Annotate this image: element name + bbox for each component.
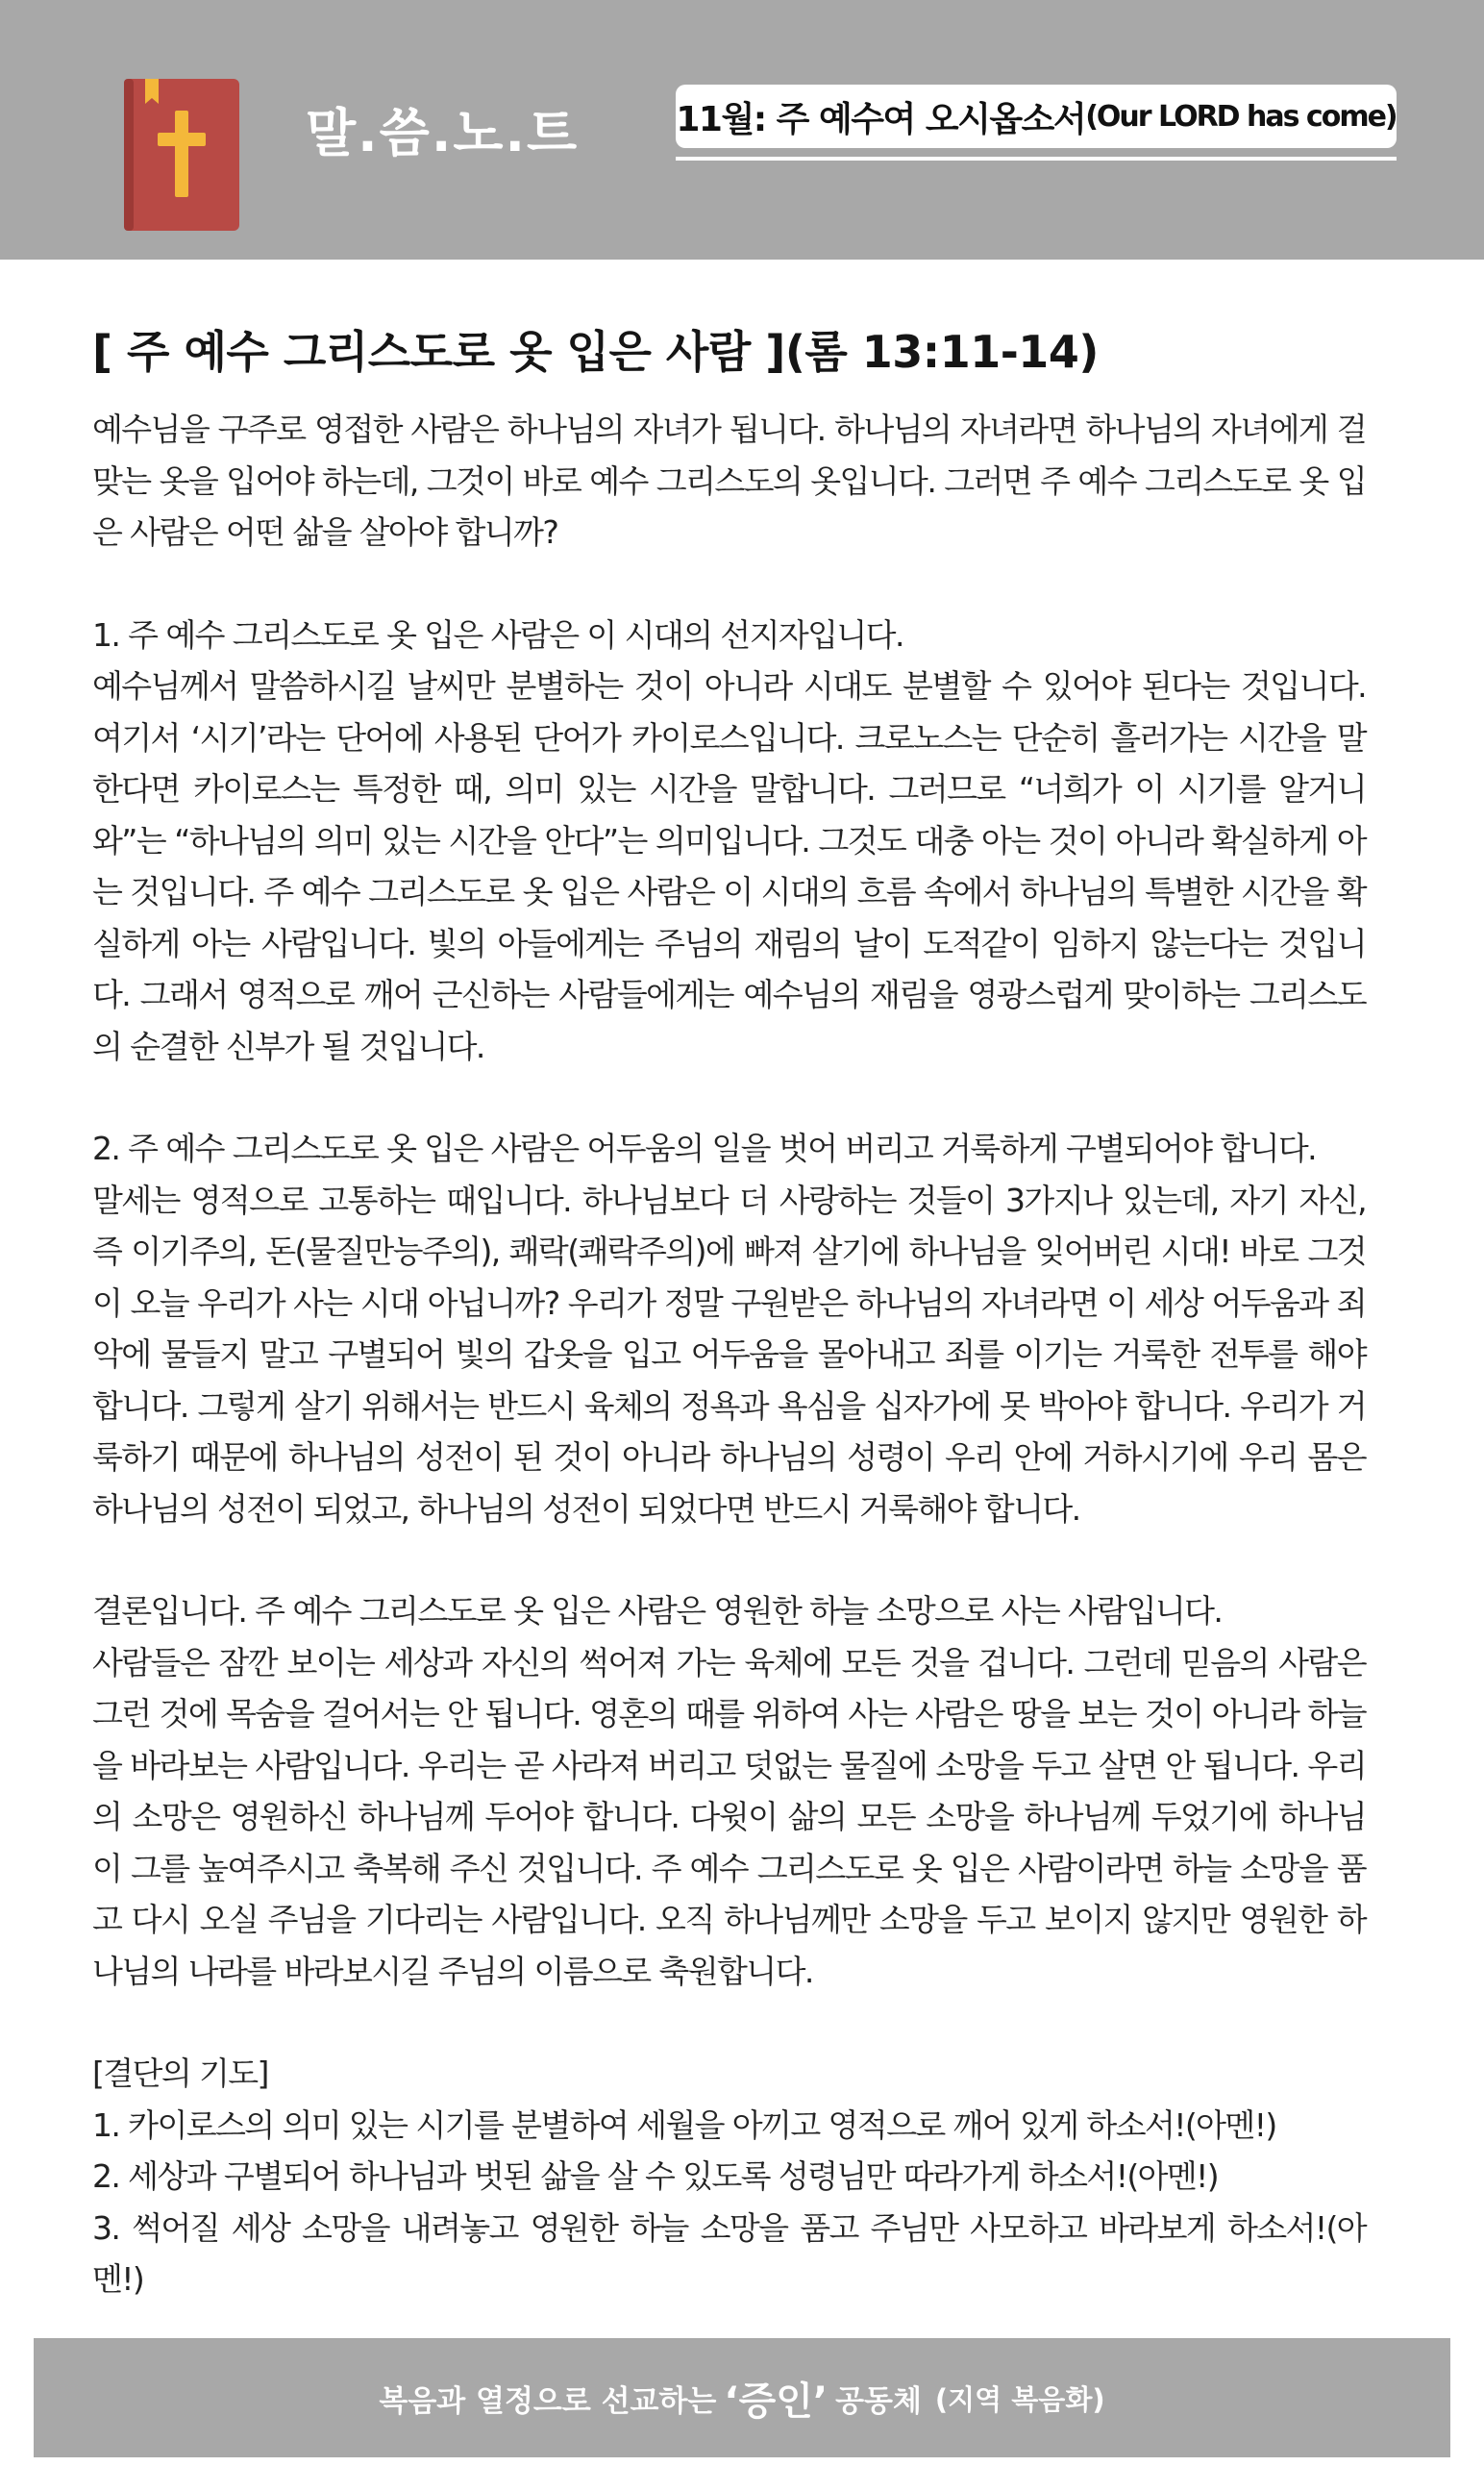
body-paragraph: 예수님을 구주로 영접한 사람은 하나님의 자녀가 됩니다. 하나님의 자녀라면 하나님의 자녀에게 걸맞는 옷을 입어야 하는데, 그것이 바로 예수 그리스도의 옷입니다. 그러면 주 예수 그리스도로 옷 입은 사람은 어떤 삶을 살아야 합니까? <box>92 411 1366 551</box>
body-paragraph: 사람들은 잠깐 보이는 세상과 자신의 썩어져 가는 육체에 모든 것을 겁니다. 그런데 믿음의 사람은 그런 것에 목숨을 걸어서는 안 됩니다. 영혼의 때를 위하여 사는 사람은 땅을 보는 것이 아니라 하늘을 바라보는 사람입니다. 우리는 곧 사라져 버리고 덧없는 물질에 소망을 두고 살면 안 됩니다. 우리의 소망은 영원하신 하나님께 두어야 합니다. 다윗이 삶의 모든 소망을 하나님께 두었기에 하나님이 그를 높여주시고 축복해 주신 것입니다. 주 예수 그리스도로 옷 입은 사람이라면 하늘 소망을 품고 다시 오실 주님을 기다리는 사람입니다. 오직 하나님께만 소망을 두고 보이지 않지만 영원한 하나님의 나라를 바라보시길 주님의 이름으로 축원합니다. <box>92 1643 1366 1990</box>
header-band <box>0 0 1484 260</box>
month-title: 11월: 주 예수여 오시옵소서 <box>676 99 1086 139</box>
month-theme-box <box>676 85 1397 148</box>
paragraph-gap <box>92 559 1366 610</box>
body-paragraph: 3. 썩어질 세상 소망을 내려놓고 영원한 하늘 소망을 품고 주님만 사모하고 바라보게 하소서!(아멘!) <box>92 2208 1366 2298</box>
footer-region: (지역 복음화) <box>934 2382 1105 2416</box>
body-paragraph: 1. 카이로스의 의미 있는 시기를 분별하여 세월을 아끼고 영적으로 깨어 있게 하소서!(아멘!) <box>92 2105 1276 2144</box>
body-paragraph: 2. 세상과 구별되어 하나님과 벗된 삶을 살 수 있도록 성령님만 따라가게 하소서!(아멘!) <box>92 2157 1219 2195</box>
sermon-body <box>92 404 1366 2305</box>
footer-band <box>34 2338 1450 2457</box>
paragraph-gap <box>92 1072 1366 1123</box>
footer-community: 공동체 <box>835 2383 922 2419</box>
body-paragraph: 2. 주 예수 그리스도로 옷 입은 사람은 어두움의 일을 벗어 버리고 거룩하게 구별되어야 합니다. <box>92 1130 1317 1167</box>
month-subtitle: (Our LORD has come) <box>1085 99 1397 134</box>
paragraph-gap <box>92 1997 1366 2048</box>
bible-icon <box>124 79 239 231</box>
sermon-title: [ 주 예수 그리스도로 옷 입은 사람 ](롬 13:11-14) <box>92 326 1099 378</box>
body-paragraph: [결단의 기도] <box>92 2055 268 2092</box>
body-paragraph: 예수님께서 말씀하시길 날씨만 분별하는 것이 아니라 시대도 분별할 수 있어야 된다는 것입니다. 여기서 ‘시기’라는 단어에 사용된 단어가 카이로스입니다. 크로노스는 단순히 흘러가는 시간을 말한다면 카이로스는 특정한 때, 의미 있는 시간을 말합니다. 그러므로 “너희가 이 시기를 알거니와”는 “하나님의 의미 있는 시간을 안다”는 의미입니다. 그것도 대충 아는 것이 아니라 확실하게 아는 것입니다. 주 예수 그리스도로 옷 입은 사람은 이 시대의 흐름 속에서 하나님의 특별한 시간을 확실하게 아는 사람입니다. 빛의 아들에게는 주님의 재림의 날이 도적같이 임하지 않는다는 것입니다. 그래서 영적으로 깨어 근신하는 사람들에게는 예수님의 재림을 영광스럽게 맞이하는 그리스도의 순결한 신부가 될 것입니다. <box>92 667 1366 1065</box>
body-paragraph: 결론입니다. 주 예수 그리스도로 옷 입은 사람은 영원한 하늘 소망으로 사는 사람입니다. <box>92 1592 1223 1630</box>
footer-slogan-start: 복음과 열정으로 선교하는 <box>379 2383 717 2419</box>
month-underline <box>676 157 1397 161</box>
footer-witness: ‘증인’ <box>724 2379 829 2424</box>
paragraph-gap <box>92 1534 1366 1585</box>
body-paragraph: 1. 주 예수 그리스도로 옷 입은 사람은 이 시대의 선지자입니다. <box>92 615 903 654</box>
logo-text: 말.씀.노.트 <box>306 103 580 163</box>
body-paragraph: 말세는 영적으로 고통하는 때입니다. 하나님보다 더 사랑하는 것들이 3가지나 있는데, 자기 자신, 즉 이기주의, 돈(물질만능주의), 쾌락(쾌락주의)에 빠져 살기에 하나님을 잊어버린 시대! 바로 그것이 오늘 우리가 사는 시대 아닙니까? 우리가 정말 구원받은 하나님의 자녀라면 이 세상 어두움과 죄악에 물들지 말고 구별되어 빛의 갑옷을 입고 어두움을 몰아내고 죄를 이기는 거룩한 전투를 해야 합니다. 그렇게 살기 위해서는 반드시 육체의 정욕과 욕심을 십자가에 못 박아야 합니다. 우리가 거룩하기 때문에 하나님의 성전이 된 것이 아니라 하나님의 성령이 우리 안에 거하시기에 우리 몸은 하나님의 성전이 되었고, 하나님의 성전이 되었다면 반드시 거룩해야 합니다. <box>92 1181 1366 1528</box>
